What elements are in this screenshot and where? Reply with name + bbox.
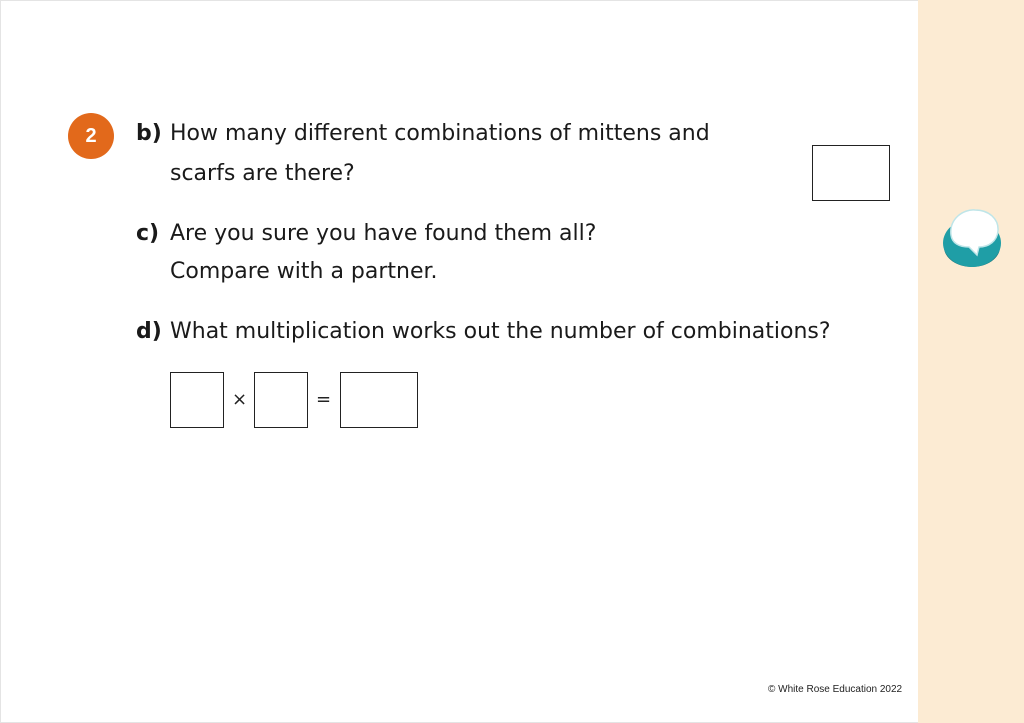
part-d-letter: d): [136, 319, 162, 344]
multiplication-factor-1-box[interactable]: [170, 372, 224, 428]
part-b-question-line-2: scarfs are there?: [170, 161, 355, 186]
part-b-letter: b): [136, 121, 162, 146]
part-b-question-line-1: How many different combinations of mittens and: [170, 121, 710, 146]
side-panel: [918, 0, 1024, 723]
copyright-text: © White Rose Education 2022: [768, 684, 903, 695]
part-d-question-line-1: What multiplication works out the number of combinations?: [170, 319, 831, 344]
equals-symbol: =: [316, 389, 332, 410]
times-symbol: ×: [232, 389, 248, 410]
speech-bubble-icon: [941, 205, 1003, 271]
question-number-badge: [68, 113, 114, 159]
multiplication-factor-2-box[interactable]: [254, 372, 308, 428]
part-b-answer-box[interactable]: [812, 145, 890, 201]
multiplication-product-box[interactable]: [340, 372, 418, 428]
part-c-letter: c): [136, 221, 160, 246]
part-c-question-line-1: Are you sure you have found them all?: [170, 221, 597, 246]
question-number: 2: [85, 124, 97, 147]
part-c-question-line-2: Compare with a partner.: [170, 259, 438, 284]
